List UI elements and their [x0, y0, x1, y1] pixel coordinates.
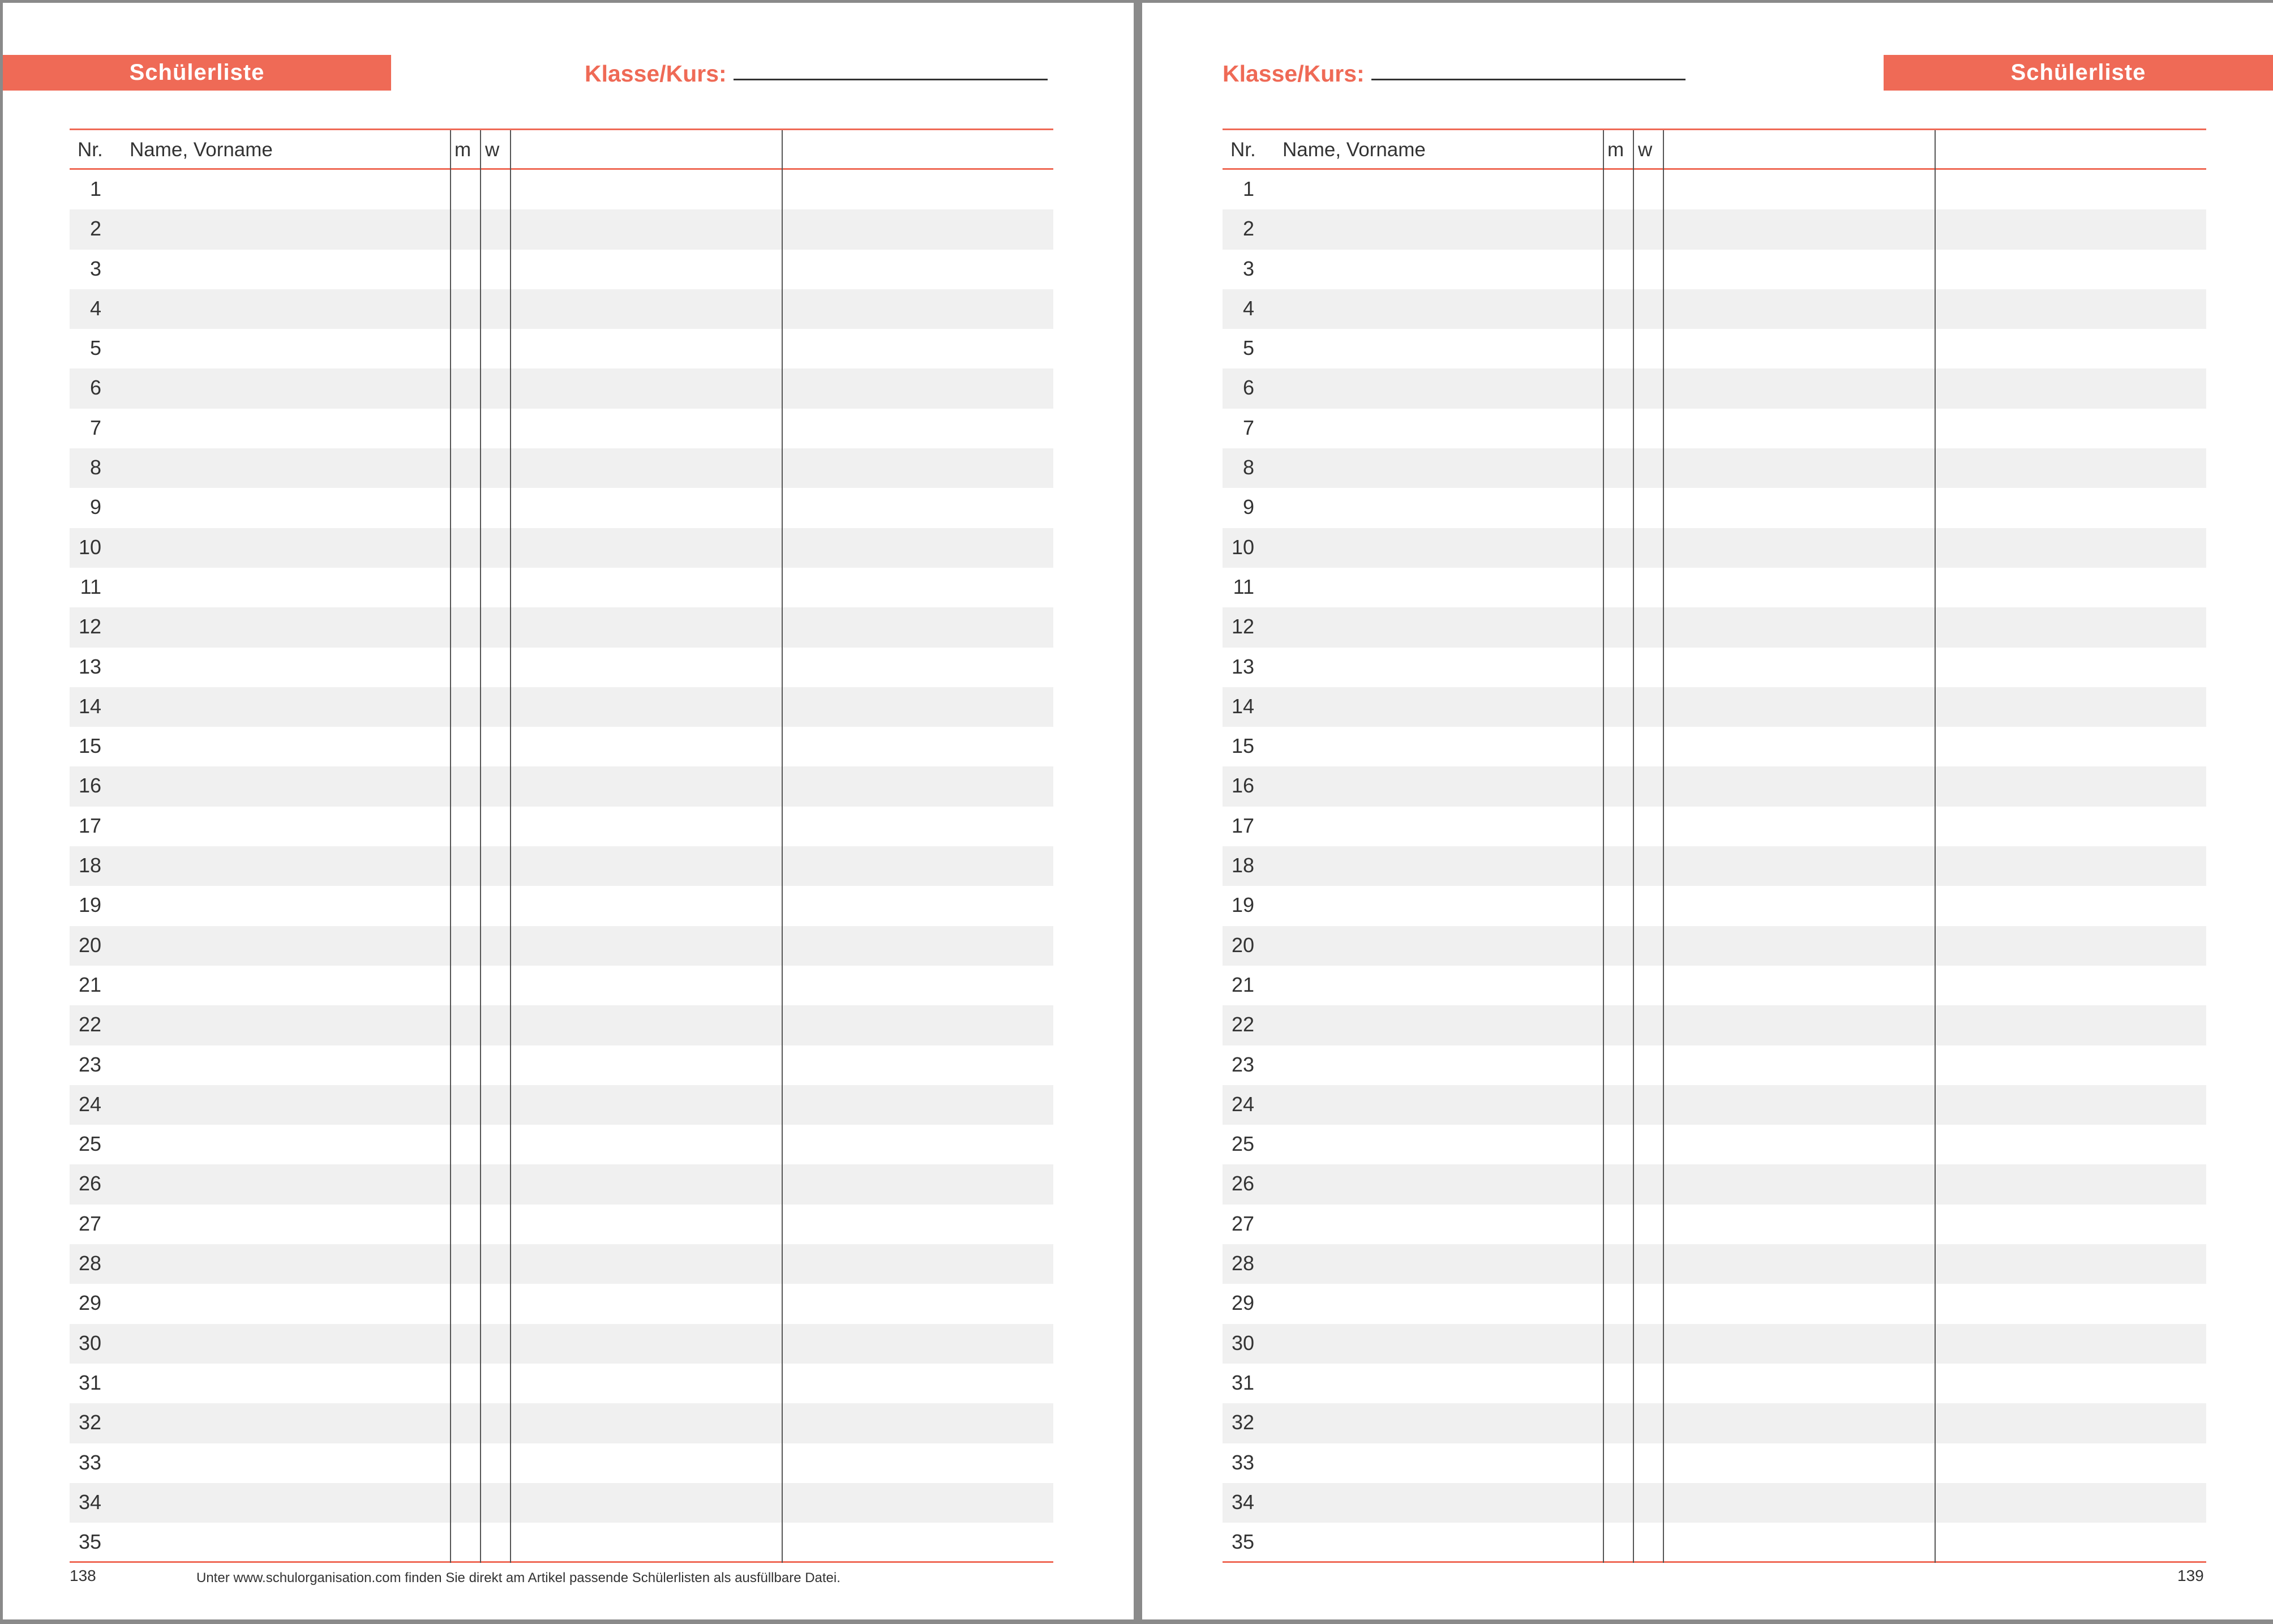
row-number: 10: [78, 535, 101, 559]
row-number: 22: [1231, 1013, 1254, 1036]
table-row[interactable]: [1223, 250, 2206, 289]
table-row[interactable]: [70, 1523, 1053, 1562]
table-rows: [70, 170, 1053, 1562]
row-number: 5: [1242, 336, 1254, 360]
row-number: 22: [78, 1013, 101, 1036]
table-row[interactable]: [70, 528, 1053, 568]
row-number: 2: [89, 217, 101, 241]
row-number: 28: [78, 1252, 101, 1275]
table-row[interactable]: [70, 886, 1053, 925]
table-row[interactable]: [1223, 607, 2206, 647]
table-row[interactable]: [70, 409, 1053, 448]
row-number: 7: [89, 415, 101, 439]
table-row[interactable]: [1223, 528, 2206, 568]
row-number: 15: [78, 734, 101, 758]
table-row[interactable]: [1223, 1403, 2206, 1443]
table-row[interactable]: [1223, 329, 2206, 368]
row-number: 32: [78, 1411, 101, 1434]
klasse-kurs-field[interactable]: [585, 57, 1048, 91]
table-row[interactable]: [1223, 846, 2206, 886]
row-number: 8: [89, 456, 101, 479]
klasse-kurs-field[interactable]: [1223, 57, 1686, 91]
row-number: 17: [78, 813, 101, 837]
table-row[interactable]: [70, 448, 1053, 488]
table-bottom-rule: [70, 1561, 1053, 1563]
table-row[interactable]: [70, 1125, 1053, 1164]
row-number: 21: [1231, 972, 1254, 996]
table-row[interactable]: [1223, 289, 2206, 329]
row-number: 24: [1231, 1092, 1254, 1116]
row-number: 6: [1242, 376, 1254, 400]
table-row[interactable]: [70, 1443, 1053, 1483]
table-row[interactable]: [70, 1364, 1053, 1403]
student-table: [1223, 128, 2206, 1563]
table-header: [70, 130, 1053, 168]
row-number: 25: [1231, 1132, 1254, 1156]
table-row[interactable]: [1223, 1164, 2206, 1204]
page-title-bar: [1884, 55, 2273, 91]
column-divider-w: [480, 130, 481, 1563]
table-row[interactable]: [1223, 409, 2206, 448]
table-row[interactable]: [1223, 648, 2206, 687]
row-number: 23: [78, 1052, 101, 1076]
table-row[interactable]: [1223, 966, 2206, 1005]
footer-note: Unter www.schulorganisation.com finden Sie direkt am Artikel passende Schülerlisten als ausfüllbare Datei.: [196, 1570, 840, 1586]
row-number: 6: [89, 376, 101, 400]
table-row[interactable]: [70, 1284, 1053, 1323]
klasse-kurs-input-line[interactable]: [734, 79, 1048, 80]
table-row[interactable]: [1223, 1085, 2206, 1125]
row-number: 29: [1231, 1291, 1254, 1315]
row-number: 12: [78, 615, 101, 639]
table-row[interactable]: [70, 250, 1053, 289]
header-m: m: [1607, 139, 1624, 161]
column-divider-extra2: [1935, 130, 1936, 1563]
row-number: 1: [89, 177, 101, 200]
row-number: 33: [78, 1450, 101, 1474]
row-number: 2: [1242, 217, 1254, 241]
table-row[interactable]: [70, 648, 1053, 687]
page-left: [3, 3, 1134, 1619]
table-row[interactable]: [70, 1045, 1053, 1085]
row-number: 35: [1231, 1530, 1254, 1554]
row-number: 4: [1242, 296, 1254, 320]
row-number: 8: [1242, 456, 1254, 479]
table-row[interactable]: [70, 289, 1053, 329]
table-row[interactable]: [70, 368, 1053, 408]
row-number: 26: [1231, 1172, 1254, 1195]
table-row[interactable]: [70, 209, 1053, 249]
table-header: [1223, 130, 2206, 168]
row-number: 19: [1231, 893, 1254, 917]
table-row[interactable]: [70, 1205, 1053, 1244]
row-number: 7: [1242, 415, 1254, 439]
row-number: 31: [1231, 1370, 1254, 1394]
table-row[interactable]: [1223, 886, 2206, 925]
table-row[interactable]: [70, 568, 1053, 607]
header-name: Name, Vorname: [130, 139, 273, 161]
row-number: 14: [1231, 694, 1254, 718]
row-number: 16: [78, 774, 101, 798]
header-name: Name, Vorname: [1283, 139, 1426, 161]
row-number: 14: [78, 694, 101, 718]
table-row[interactable]: [1223, 1284, 2206, 1323]
row-number: 20: [1231, 933, 1254, 957]
row-number: 4: [89, 296, 101, 320]
page-title: Schülerliste: [2010, 60, 2146, 85]
table-row[interactable]: [70, 807, 1053, 846]
column-divider-m: [450, 130, 451, 1563]
row-number: 23: [1231, 1052, 1254, 1076]
table-bottom-rule: [1223, 1561, 2206, 1563]
table-row[interactable]: [70, 766, 1053, 806]
row-number: 35: [78, 1530, 101, 1554]
table-row[interactable]: [70, 926, 1053, 966]
table-row[interactable]: [70, 687, 1053, 727]
page-title: Schülerliste: [129, 60, 265, 85]
row-number: 18: [1231, 854, 1254, 877]
column-divider-extra1: [510, 130, 511, 1563]
row-number: 26: [78, 1172, 101, 1195]
row-number: 19: [78, 893, 101, 917]
row-number: 13: [1231, 654, 1254, 678]
row-number: 30: [1231, 1331, 1254, 1355]
table-row[interactable]: [70, 727, 1053, 766]
row-number: 25: [78, 1132, 101, 1156]
table-row[interactable]: [1223, 209, 2206, 249]
row-number: 11: [80, 575, 101, 598]
klasse-kurs-label: Klasse/Kurs:: [585, 60, 727, 87]
row-number: 28: [1231, 1252, 1254, 1275]
table-row[interactable]: [1223, 1005, 2206, 1045]
table-row[interactable]: [70, 1085, 1053, 1125]
row-number: 16: [1231, 774, 1254, 798]
table-row[interactable]: [1223, 1483, 2206, 1523]
table-row[interactable]: [70, 488, 1053, 528]
table-row[interactable]: [1223, 368, 2206, 408]
table-row[interactable]: [1223, 766, 2206, 806]
row-number: 3: [1242, 256, 1254, 280]
student-table: [70, 128, 1053, 1563]
table-row[interactable]: [1223, 1125, 2206, 1164]
table-row[interactable]: [1223, 1364, 2206, 1403]
row-number: 11: [1233, 575, 1254, 598]
table-row[interactable]: [1223, 488, 2206, 528]
table-row[interactable]: [1223, 807, 2206, 846]
row-number: 34: [1231, 1490, 1254, 1514]
table-row[interactable]: [70, 1483, 1053, 1523]
row-number: 32: [1231, 1411, 1254, 1434]
row-number: 5: [89, 336, 101, 360]
table-row[interactable]: [70, 1403, 1053, 1443]
table-row[interactable]: [70, 607, 1053, 647]
header-w: w: [1638, 139, 1653, 161]
row-number: 21: [78, 972, 101, 996]
row-number: 9: [89, 495, 101, 519]
row-number: 10: [1231, 535, 1254, 559]
table-row[interactable]: [1223, 1205, 2206, 1244]
column-divider-extra2: [782, 130, 783, 1563]
table-row[interactable]: [1223, 448, 2206, 488]
row-number: 24: [78, 1092, 101, 1116]
table-row[interactable]: [70, 846, 1053, 886]
page-number: 138: [70, 1567, 96, 1584]
row-number: 20: [78, 933, 101, 957]
table-row[interactable]: [70, 1164, 1053, 1204]
row-number: 18: [78, 854, 101, 877]
page-number: 139: [2177, 1567, 2204, 1584]
row-number: 17: [1231, 813, 1254, 837]
table-row[interactable]: [1223, 170, 2206, 209]
table-row[interactable]: [70, 966, 1053, 1005]
row-number: 15: [1231, 734, 1254, 758]
table-row[interactable]: [1223, 1045, 2206, 1085]
table-row[interactable]: [1223, 1443, 2206, 1483]
row-number: 27: [1231, 1211, 1254, 1235]
table-row[interactable]: [70, 170, 1053, 209]
table-row[interactable]: [1223, 727, 2206, 766]
table-row[interactable]: [1223, 1244, 2206, 1284]
column-divider-w: [1633, 130, 1634, 1563]
table-row[interactable]: [1223, 926, 2206, 966]
row-number: 31: [78, 1370, 101, 1394]
table-row[interactable]: [1223, 1324, 2206, 1364]
row-number: 1: [1242, 177, 1254, 200]
row-number: 13: [78, 654, 101, 678]
table-row[interactable]: [1223, 1523, 2206, 1562]
table-row[interactable]: [1223, 568, 2206, 607]
row-number: 30: [78, 1331, 101, 1355]
page-title-bar: [3, 55, 391, 91]
table-row[interactable]: [70, 1244, 1053, 1284]
row-number: 29: [78, 1291, 101, 1315]
table-rows: [1223, 170, 2206, 1562]
header-nr: Nr.: [1230, 139, 1256, 161]
row-number: 9: [1242, 495, 1254, 519]
header-m: m: [454, 139, 471, 161]
column-divider-m: [1603, 130, 1604, 1563]
page-right: [1142, 3, 2273, 1619]
column-divider-extra1: [1663, 130, 1664, 1563]
klasse-kurs-label: Klasse/Kurs:: [1223, 60, 1365, 87]
table-row[interactable]: [70, 329, 1053, 368]
table-row[interactable]: [70, 1005, 1053, 1045]
row-number: 27: [78, 1211, 101, 1235]
klasse-kurs-input-line[interactable]: [1371, 79, 1686, 80]
header-nr: Nr.: [78, 139, 103, 161]
row-number: 3: [89, 256, 101, 280]
table-row[interactable]: [1223, 687, 2206, 727]
row-number: 33: [1231, 1450, 1254, 1474]
row-number: 34: [78, 1490, 101, 1514]
header-w: w: [485, 139, 500, 161]
row-number: 12: [1231, 615, 1254, 639]
table-row[interactable]: [70, 1324, 1053, 1364]
